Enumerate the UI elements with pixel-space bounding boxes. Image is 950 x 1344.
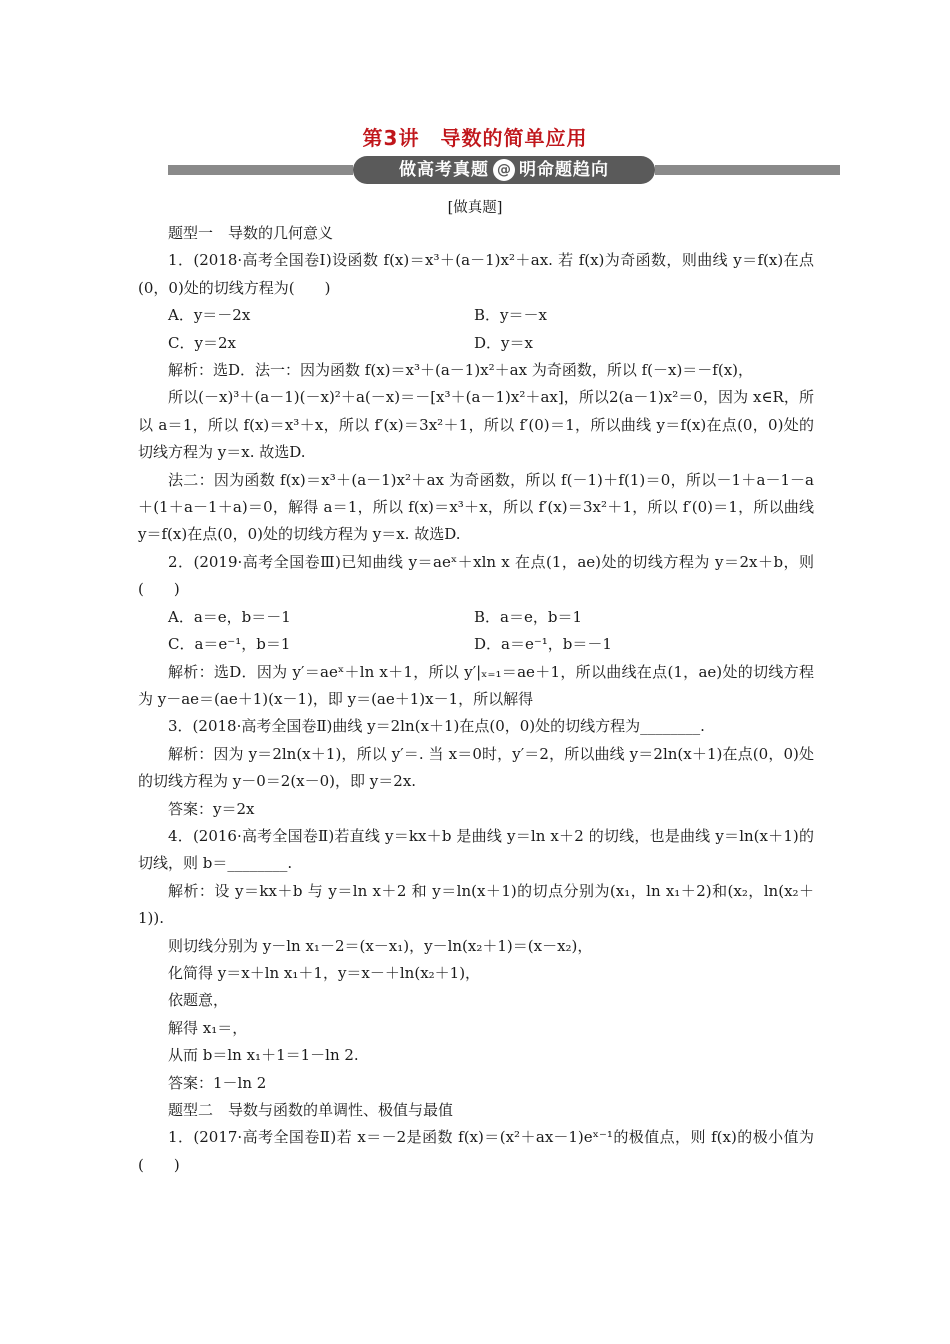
paragraph: 答案：1－ln 2 bbox=[168, 1073, 267, 1092]
paragraph: 化简得 y＝x＋ln x₁＋1，y＝x－＋ln(x₂＋1)， bbox=[168, 963, 481, 982]
paragraph: 2．(2019·高考全国卷Ⅲ)已知曲线 y＝aeˣ＋xln x 在点(1，ae)处的切线方程为 y＝2x＋b，则( ) bbox=[138, 552, 814, 599]
paragraph: 1．(2018·高考全国卷Ⅰ)设函数 f(x)＝x³＋(a－1)x²＋ax. 若 f(x)为奇函数，则曲线 y＝f(x)在点(0，0)处的切线方程为( ) bbox=[138, 251, 814, 297]
choice-option: D．a＝e⁻¹，b＝－1 bbox=[474, 635, 612, 654]
paragraph: 依题意， bbox=[168, 991, 229, 1010]
section-banner bbox=[168, 156, 840, 186]
choice-option: A．a＝e，b＝－1 bbox=[168, 607, 291, 626]
banner-bar-left bbox=[168, 165, 353, 175]
at-badge-icon: @ bbox=[493, 159, 515, 181]
choice-option: C．a＝e⁻¹，b＝1 bbox=[168, 635, 291, 654]
section-subtitle: [做真题] bbox=[447, 200, 503, 216]
choice-option: A．y＝－2x bbox=[168, 306, 251, 325]
banner-left-text: 做高考真题 bbox=[399, 160, 489, 180]
paragraph: 从而 b＝ln x₁＋1＝1－ln 2. bbox=[168, 1046, 359, 1065]
paragraph: 答案：y＝2x bbox=[168, 799, 255, 818]
choice-option: B．a＝e，b＝1 bbox=[474, 607, 582, 626]
choice-option: C．y＝2x bbox=[168, 333, 236, 352]
choice-row bbox=[138, 330, 814, 357]
section-heading: 题型一 导数的几何意义 bbox=[168, 224, 334, 242]
paragraph: 解析：因为 y＝2ln(x＋1)，所以 y′＝. 当 x＝0时，y′＝2，所以曲线 y＝2ln(x＋1)在点(0，0)处的切线方程为 y－0＝2(x－0)，即 y＝2x. bbox=[138, 744, 814, 791]
banner-bar-right bbox=[655, 165, 840, 175]
paragraph: 4．(2016·高考全国卷Ⅱ)若直线 y＝kx＋b 是曲线 y＝ln x＋2 的切线，也是曲线 y＝ln(x＋1)的切线，则 b＝________. bbox=[138, 826, 814, 873]
choice-row bbox=[138, 631, 814, 658]
paragraph: 解析：设 y＝kx＋b 与 y＝ln x＋2 和 y＝ln(x＋1)的切点分别为(x₁，ln x₁＋2)和(x₂，ln(x₂＋1)). bbox=[138, 881, 814, 928]
paragraph: 解析：选D．因为 y′＝aeˣ＋ln x＋1，所以 y′|ₓ₌₁＝ae＋1，所以曲线在点(1，ae)处的切线方程为 y－ae＝(ae＋1)(x－1)，即 y＝(ae＋1)x－1，所以解得 bbox=[138, 662, 814, 708]
paragraph: 所以(－x)³＋(a－1)(－x)²＋a(－x)＝－[x³＋(a－1)x²＋ax]，所以2(a－1)x²＝0，因为 x∈R，所以 a＝1，所以 f(x)＝x³＋x，所以 f′(x)＝3x²＋1，所以 f′(0)＝1，所以曲线 y＝f(x)在点(0，0)处的切线方程为 y＝x. 故选D. bbox=[138, 388, 814, 462]
page-title: 第3讲 导数的简单应用 bbox=[362, 126, 588, 150]
paragraph: 则切线分别为 y－ln x₁－2＝(x－x₁)，y－ln(x₂＋1)＝(x－x₂)， bbox=[168, 936, 593, 955]
choice-option: B．y＝－x bbox=[474, 306, 547, 325]
choice-option: D．y＝x bbox=[474, 333, 533, 352]
paragraph: 解析：选D．法一：因为函数 f(x)＝x³＋(a－1)x²＋ax 为奇函数，所以 f(－x)＝－f(x)， bbox=[168, 361, 754, 380]
choice-row bbox=[138, 604, 814, 631]
paragraph: 解得 x₁＝， bbox=[168, 1018, 248, 1037]
section-heading: 题型二 导数与函数的单调性、极值与最值 bbox=[168, 1101, 454, 1119]
choice-row bbox=[138, 302, 814, 329]
banner-pill bbox=[353, 156, 655, 184]
banner-right-text: 明命题趋向 bbox=[519, 160, 609, 180]
paragraph: 1．(2017·高考全国卷Ⅱ)若 x＝－2是函数 f(x)＝(x²＋ax－1)eˣ⁻¹的极值点，则 f(x)的极小值为( ) bbox=[138, 1128, 814, 1174]
document-body bbox=[138, 220, 814, 1179]
paragraph: 法二：因为函数 f(x)＝x³＋(a－1)x²＋ax 为奇函数，所以 f(－1)＋f(1)＝0，所以－1＋a－1－a＋(1＋a－1＋a)＝0，解得 a＝1，所以 f(x)＝x³＋x，所以 f′(x)＝3x²＋1，所以 f′(0)＝1，所以曲线 y＝f(x)在点(0，0)处的切线方程为 y＝x. 故选D. bbox=[138, 470, 814, 544]
paragraph: 3．(2018·高考全国卷Ⅱ)曲线 y＝2ln(x＋1)在点(0，0)处的切线方程为________. bbox=[168, 717, 705, 736]
